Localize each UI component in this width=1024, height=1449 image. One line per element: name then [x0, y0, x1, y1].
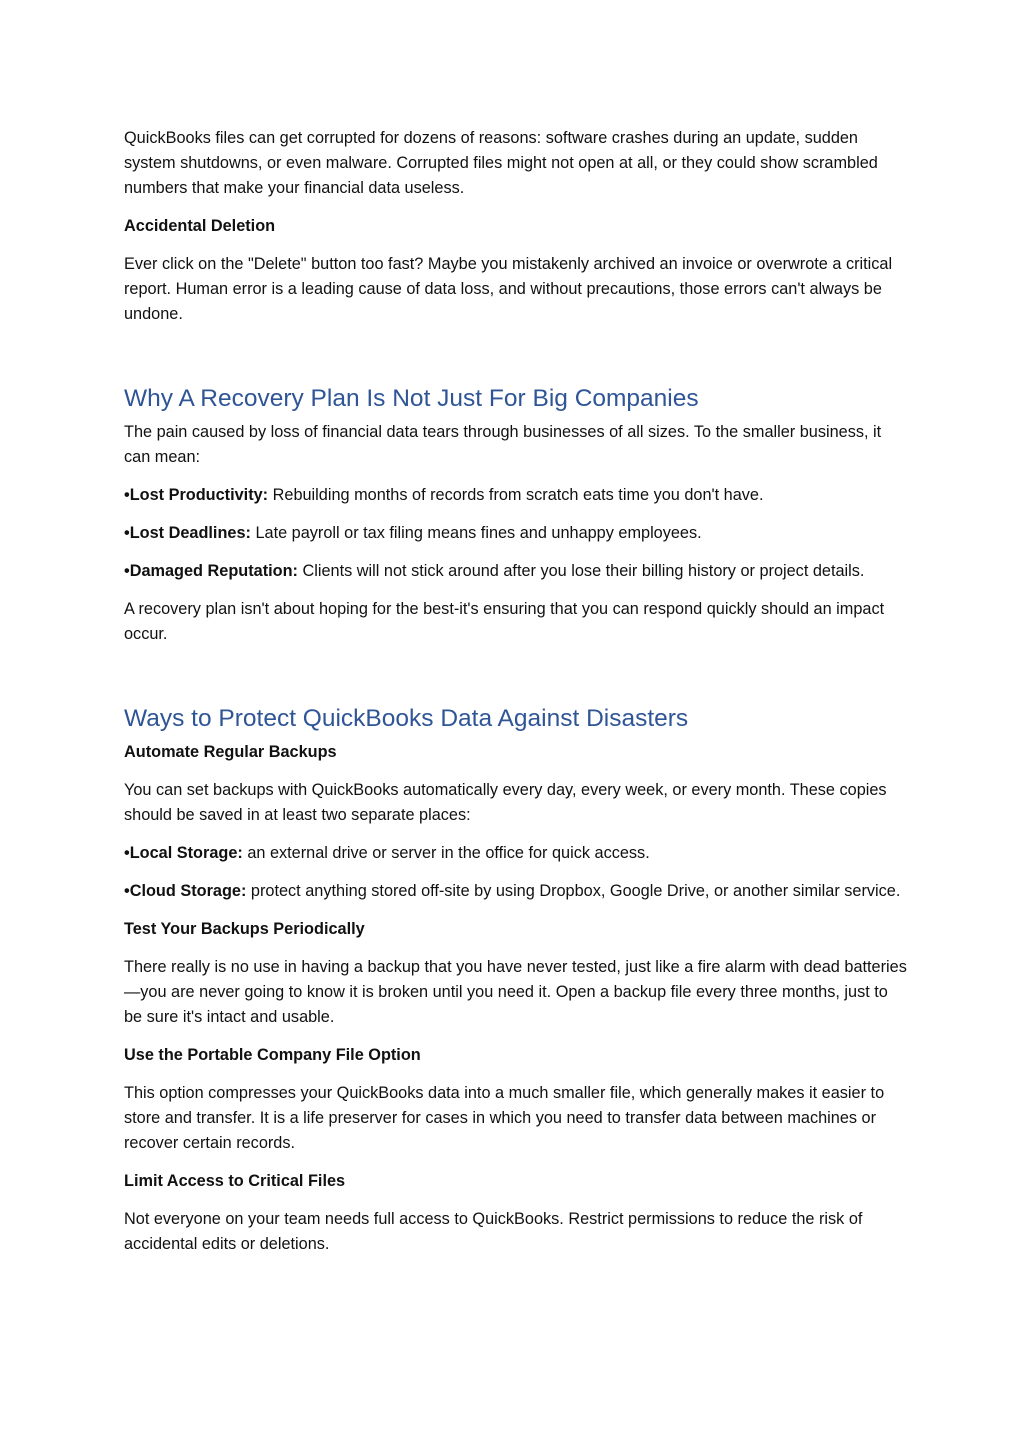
test-backups-paragraph: There really is no use in having a backup that you have never tested, just like a fire alarm with dead batteries—you are never going to know it is broken until you need it. Open a backup file every three months, just to be sure it's intact and usable.	[124, 958, 907, 1026]
bullet-damaged-reputation	[124, 559, 908, 584]
why-plan-intro-paragraph: The pain caused by loss of financial data tears through businesses of all sizes. To the smaller business, it can mean:	[124, 423, 882, 466]
bullet-term: Cloud Storage:	[129, 882, 247, 900]
bullet-glyph: •	[124, 882, 130, 900]
limit-access-paragraph: Not everyone on your team needs full access to QuickBooks. Restrict permissions to reduce the risk of accidental edits or deletions.	[124, 1210, 863, 1253]
automate-backups-heading: Automate Regular Backups	[124, 743, 337, 761]
portable-file-paragraph: This option compresses your QuickBooks data into a much smaller file, which generally makes it easier to store and transfer. It is a life preserver for cases in which you need to transfer data between machines or recover certain records.	[124, 1084, 885, 1152]
bullet-lost-deadlines	[124, 521, 908, 546]
ways-to-protect-heading: Ways to Protect QuickBooks Data Against Disasters	[124, 705, 689, 732]
bullet-text: Clients will not stick around after you lose their billing history or project details.	[297, 562, 865, 580]
bullet-term: Lost Deadlines:	[129, 524, 251, 542]
bullet-glyph: •	[124, 524, 130, 542]
bullet-glyph: •	[124, 844, 130, 862]
why-recovery-plan-heading: Why A Recovery Plan Is Not Just For Big Companies	[124, 385, 699, 412]
test-backups-heading: Test Your Backups Periodically	[124, 920, 365, 938]
portable-file-heading: Use the Portable Company File Option	[124, 1046, 421, 1064]
bullet-text: Rebuilding months of records from scratch eats time you don't have.	[268, 486, 764, 504]
bullet-text: an external drive or server in the office for quick access.	[242, 844, 650, 862]
bullet-cloud-storage	[124, 879, 908, 904]
automate-backups-paragraph: You can set backups with QuickBooks automatically every day, every week, or every month. These copies should be saved in at least two separate places:	[124, 781, 887, 824]
limit-access-heading: Limit Access to Critical Files	[124, 1172, 346, 1190]
document-page	[124, 126, 908, 1270]
accidental-deletion-paragraph: Ever click on the "Delete" button too fast? Maybe you mistakenly archived an invoice or overwrote a critical report. Human error is a leading cause of data loss, and without precautions, those errors can't always be undone.	[124, 255, 893, 323]
bullet-text: protect anything stored off-site by using Dropbox, Google Drive, or another similar service.	[246, 882, 901, 900]
intro-corruption-paragraph: QuickBooks files can get corrupted for dozens of reasons: software crashes during an update, sudden system shutdowns, or even malware. Corrupted files might not open at all, or they could show scrambled numbers that make your financial data useless.	[124, 129, 878, 197]
bullet-local-storage	[124, 841, 908, 866]
bullet-term: Lost Productivity:	[129, 486, 269, 504]
why-plan-closing-paragraph: A recovery plan isn't about hoping for the best-it's ensuring that you can respond quickly should an impact occur.	[124, 600, 885, 643]
bullet-term: Local Storage:	[129, 844, 243, 862]
bullet-term: Damaged Reputation:	[129, 562, 298, 580]
bullet-lost-productivity	[124, 483, 908, 508]
bullet-glyph: •	[124, 486, 130, 504]
bullet-text: Late payroll or tax filing means fines and unhappy employees.	[250, 524, 702, 542]
accidental-deletion-heading: Accidental Deletion	[124, 217, 276, 235]
bullet-glyph: •	[124, 562, 130, 580]
